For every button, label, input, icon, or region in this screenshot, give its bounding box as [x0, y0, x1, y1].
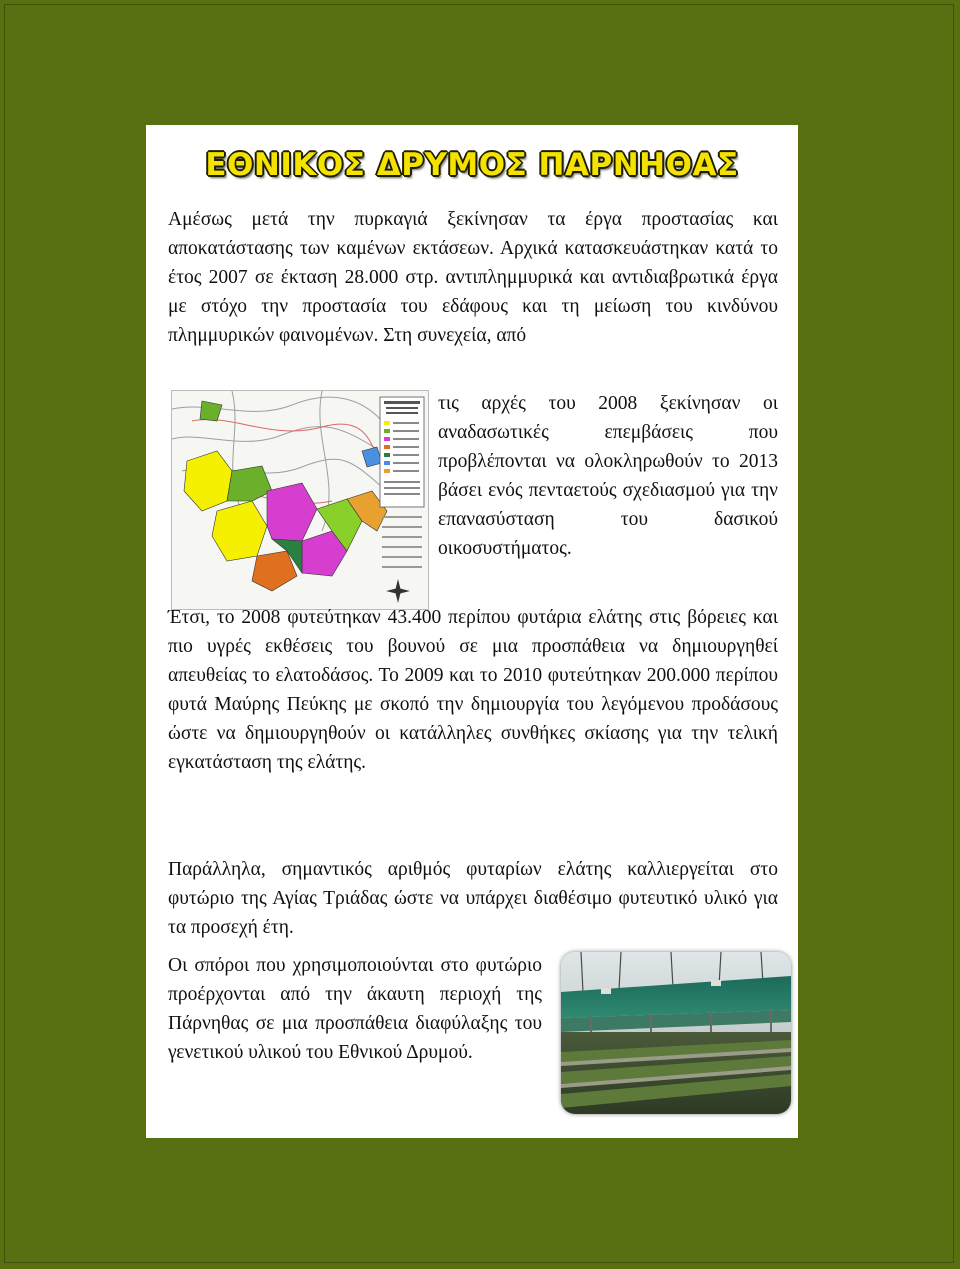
page-title: ΕΘΝΙΚΟΣ ΔΡΥΜΟΣ ΠΑΡΝΗΘΑΣ — [205, 147, 739, 183]
document-page — [146, 125, 798, 1138]
planting-paragraph: Έτσι, το 2008 φυτεύτηκαν 43.400 περίπου φυτάρια ελάτης στις βόρειες και πιο υγρές εκθέσεις του βουνού σε μια προσπάθεια να δημιουργηθεί απευθείας το ελατοδάσος. Το 2009 και το 2010 φυτεύτηκαν 200.000 περίπου φυτά Μαύρης Πεύκης με σκοπό την δημιουργία του λεγόμενου προδάσους ώστε να δημιουργηθούν οι κατάλληλες συνθήκες σκίασης για την τελική εγκατάσταση της ελάτης. — [168, 607, 778, 773]
seeds-paragraph: Οι σπόροι που χρησιμοποιούνται στο φυτώριο προέρχονται από την άκαυτη περιοχή της Πάρνηθας σε μια προσπάθεια διαφύλαξης του γενετικού υλικού του Εθνικού Δρυμού. — [168, 955, 542, 1063]
map-side-paragraph: τις αρχές του 2008 ξεκίνησαν οι αναδασωτικές επεμβάσεις που προβλέπονται να ολοκληρωθούν το 2013 βάσει ενός πενταετούς σχεδιασμού για την επανασύσταση του δασικού οικοσυστήματος. — [438, 393, 778, 559]
intro-paragraph: Αμέσως μετά την πυρκαγιά ξεκίνησαν τα έργα προστασίας και αποκατάστασης των καμένων εκτάσεων. Αρχικά κατασκευάστηκαν κατά το έτος 2007 σε έκταση 28.000 στρ. αντιπλημμυρικά και αντιδιαβρωτικά έργα με στόχο την προστασία του εδάφους και τη μείωση του κινδύνου πλημμυρικών φαινομένων. Στη συνεχεία, από — [168, 209, 778, 346]
nursery-paragraph: Παράλληλα, σημαντικός αριθμός φυταρίων ελάτης καλλιεργείται στο φυτώριο της Αγίας Τριάδας ώστε να υπάρχει διαθέσιμο φυτευτικό υλικό για τα προσεχή έτη. — [168, 859, 778, 938]
nursery-photo-image — [561, 952, 791, 1114]
reforestation-map-image — [171, 390, 429, 610]
